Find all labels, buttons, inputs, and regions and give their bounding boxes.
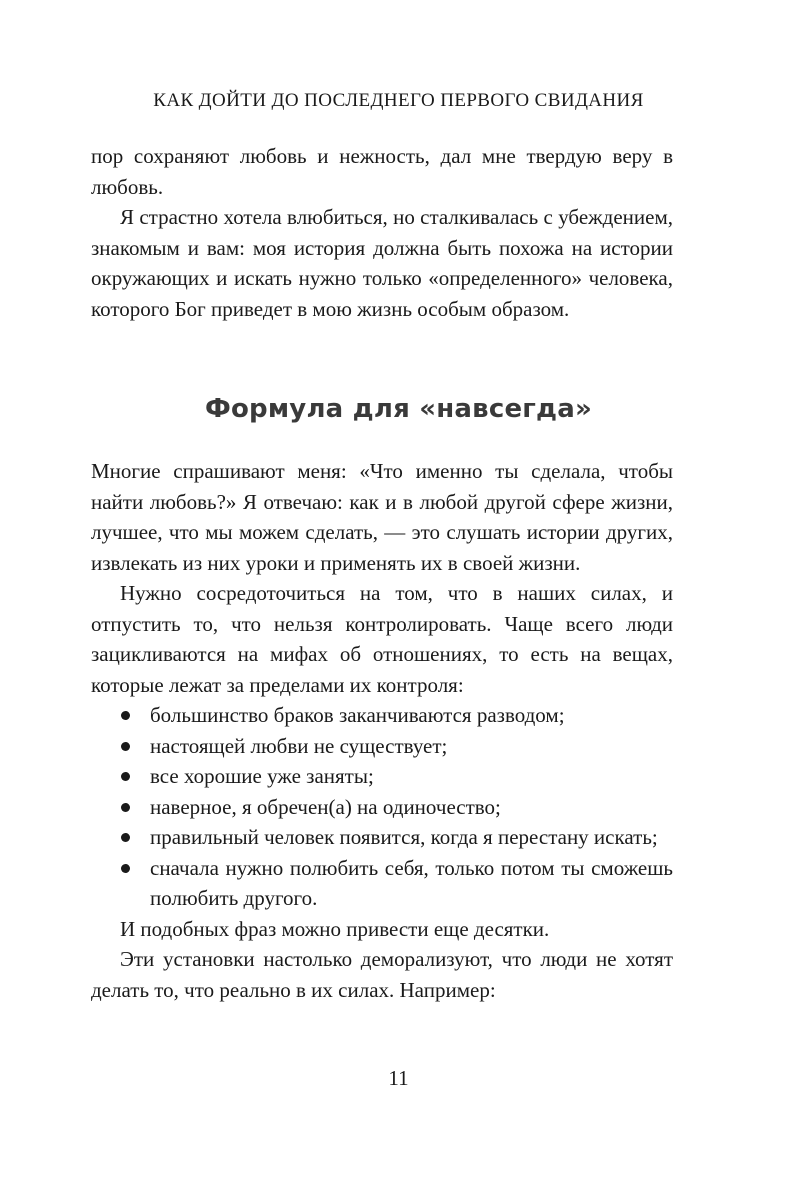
myths-list bbox=[91, 700, 673, 914]
paragraph: Нужно сосредоточиться на том, что в наших силах, и отпустить то, что нельзя контролировать. Чаще всего люди зацикливаются на мифах об отношениях, то есть на вещах, которые лежат за пределами их контроля: bbox=[91, 581, 673, 697]
list-item-text: наверное, я обречен(а) на одиночество; bbox=[150, 794, 501, 819]
bullet-icon bbox=[121, 742, 130, 751]
section-text bbox=[91, 456, 673, 1005]
list-item-text: правильный человек появится, когда я перестану искать; bbox=[150, 825, 658, 849]
paragraph: Эти установки настолько деморализуют, что люди не хотят делать то, что реально в их силах. Например: bbox=[91, 947, 673, 1002]
paragraph: Многие спрашивают меня: «Что именно ты сделала, чтобы найти любовь?» Я отвечаю: как и в любой другой сфере жизни, лучшее, что мы можем сделать, — это слушать истории других, извлекать из них уроки и применять их в своей жизни. bbox=[91, 459, 673, 575]
bullet-icon bbox=[121, 803, 130, 812]
paragraph: пор сохраняют любовь и нежность, дал мне твердую веру в любовь. bbox=[91, 144, 673, 199]
page-number: 11 bbox=[388, 1066, 409, 1090]
bullet-icon bbox=[121, 711, 130, 720]
section-heading: Формула для «навсегда» bbox=[204, 394, 592, 424]
list-item-text: большинство браков заканчиваются разводом; bbox=[150, 703, 565, 727]
list-item-text: сначала нужно полюбить себя, только потом ты сможешь полюбить другого. bbox=[150, 855, 673, 910]
paragraph: И подобных фраз можно привести еще десятки. bbox=[120, 916, 550, 941]
bullet-icon bbox=[121, 864, 130, 873]
list-item bbox=[91, 731, 673, 762]
list-item-text: все хорошие уже заняты; bbox=[150, 764, 374, 788]
list-item bbox=[91, 700, 673, 731]
bullet-icon bbox=[121, 833, 130, 842]
list-item bbox=[91, 792, 673, 823]
bullet-icon bbox=[121, 772, 130, 781]
running-head: КАК ДОЙТИ ДО ПОСЛЕДНЕГО ПЕРВОГО СВИДАНИЯ bbox=[153, 90, 644, 111]
list-item-text: настоящей любви не существует; bbox=[150, 733, 448, 758]
list-item bbox=[91, 761, 673, 792]
paragraph: Я страстно хотела влюбиться, но сталкивалась с убеждением, знакомым и вам: моя история должна быть похожа на истории окружающих и искать нужно только «определенного» человека, которого Бог приведет в мою жизнь особым образом. bbox=[91, 205, 673, 321]
list-item bbox=[91, 822, 673, 853]
intro-text bbox=[91, 141, 673, 324]
list-item bbox=[91, 853, 673, 914]
